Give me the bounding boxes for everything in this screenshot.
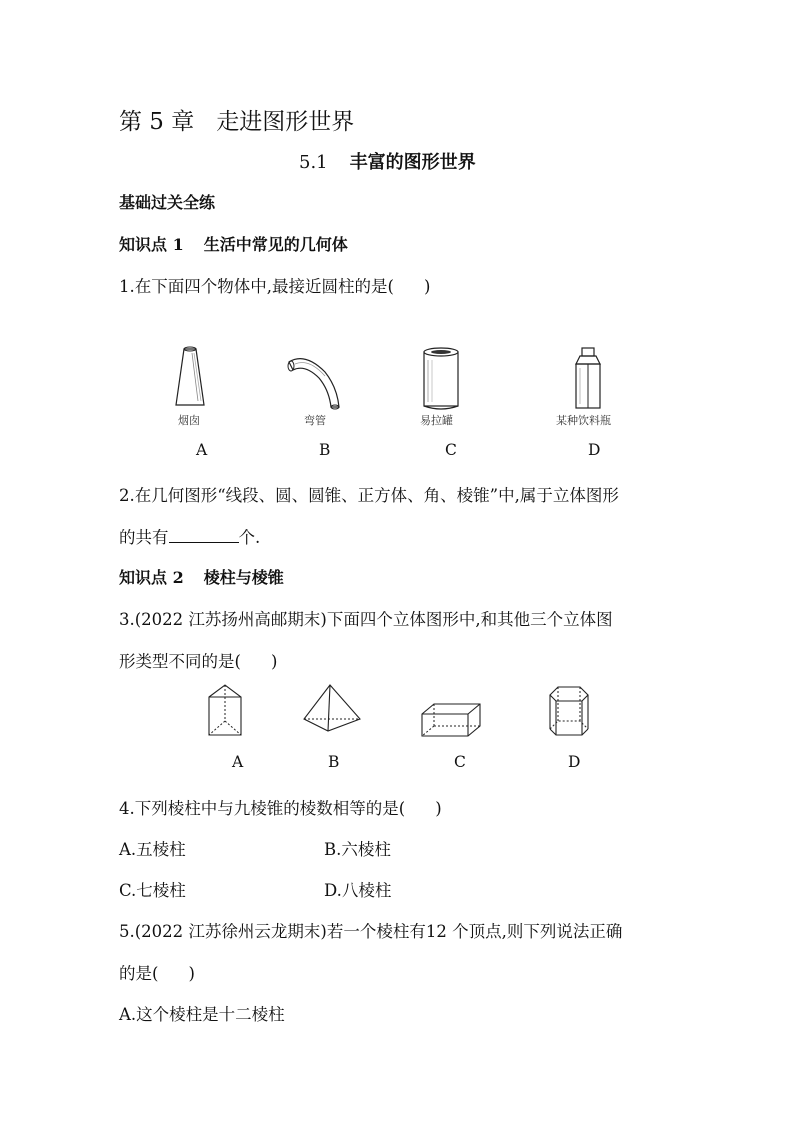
q1-letter-c: C	[445, 441, 457, 459]
q1-letter-a: A	[196, 441, 208, 459]
q3-text-before: 形类型不同的是(	[119, 652, 241, 671]
question-5-line2	[119, 960, 195, 984]
chapter-title	[119, 103, 354, 136]
q1-paren-close: )	[423, 277, 431, 296]
q4-stem: 4.下列棱柱中与九棱锥的棱数相等的是(	[119, 799, 406, 818]
chimney-label: 烟囱	[178, 414, 200, 427]
question-5-line1: 5.(2022 江苏徐州云龙期末)若一个棱柱有12 个顶点,则下列说法正确	[119, 922, 623, 941]
q1-letter-d: D	[588, 441, 601, 459]
question-1	[119, 273, 430, 297]
kp1-text: 生活中常见的几何体	[203, 235, 348, 254]
q3-letter-b: B	[328, 753, 340, 771]
q2-text-before: 的共有	[119, 528, 169, 547]
section-name: 丰富的图形世界	[349, 152, 476, 173]
exercise-heading: 基础过关全练	[119, 193, 216, 212]
q5-paren-close: )	[188, 964, 195, 983]
kp2-label: 知识点 2	[119, 568, 184, 587]
q1-letter-b: B	[319, 441, 331, 459]
can-figure	[420, 346, 464, 410]
kp2-text: 棱柱与棱锥	[203, 568, 284, 587]
chimney-figure	[170, 345, 210, 410]
hexagonal-prism-figure	[546, 683, 592, 739]
can-label: 易拉罐	[420, 414, 453, 427]
knowledge-point-1	[119, 232, 348, 255]
q3-paren-close: )	[270, 652, 278, 671]
q2-text-after: 个.	[238, 528, 261, 547]
section-number: 5.1	[299, 152, 328, 173]
knowledge-point-2	[119, 565, 284, 588]
chapter-name: 走进图形世界	[216, 109, 355, 135]
q3-letter-a: A	[232, 753, 244, 771]
q4-paren-close: )	[435, 799, 442, 818]
question-4	[119, 795, 442, 819]
kp1-label: 知识点 1	[119, 235, 184, 254]
q4-option-d: D.八棱柱	[324, 881, 392, 900]
question-2-line2	[119, 524, 260, 548]
q2-answer-blank[interactable]	[169, 528, 239, 543]
bottle-figure	[570, 346, 606, 410]
q1-stem: 1.在下面四个物体中,最接近圆柱的是(	[119, 277, 394, 296]
q4-option-c: C.七棱柱	[119, 881, 186, 900]
q3-letter-d: D	[568, 753, 581, 771]
question-2-line1: 2.在几何图形“线段、圆、圆锥、正方体、角、棱锥”中,属于立体图形	[119, 486, 619, 505]
q5-option-a: A.这个棱柱是十二棱柱	[119, 1005, 285, 1024]
q5-text-before: 的是(	[119, 964, 159, 983]
question-3-line1: 3.(2022 江苏扬州高邮期末)下面四个立体图形中,和其他三个立体图	[119, 610, 613, 629]
q4-option-a: A.五棱柱	[119, 840, 186, 859]
q3-letter-c: C	[454, 753, 466, 771]
bent-pipe-label: 弯管	[304, 414, 326, 427]
section-title	[299, 148, 476, 174]
question-3-line2	[119, 648, 277, 672]
triangular-prism-figure	[205, 683, 247, 738]
pyramid-figure	[300, 683, 364, 738]
bent-pipe-figure	[285, 352, 345, 412]
bottle-label: 某种饮料瓶	[556, 414, 611, 427]
cuboid-figure	[418, 702, 486, 742]
q4-option-b: B.六棱柱	[324, 840, 391, 859]
chapter-number: 第 5 章	[119, 109, 195, 135]
